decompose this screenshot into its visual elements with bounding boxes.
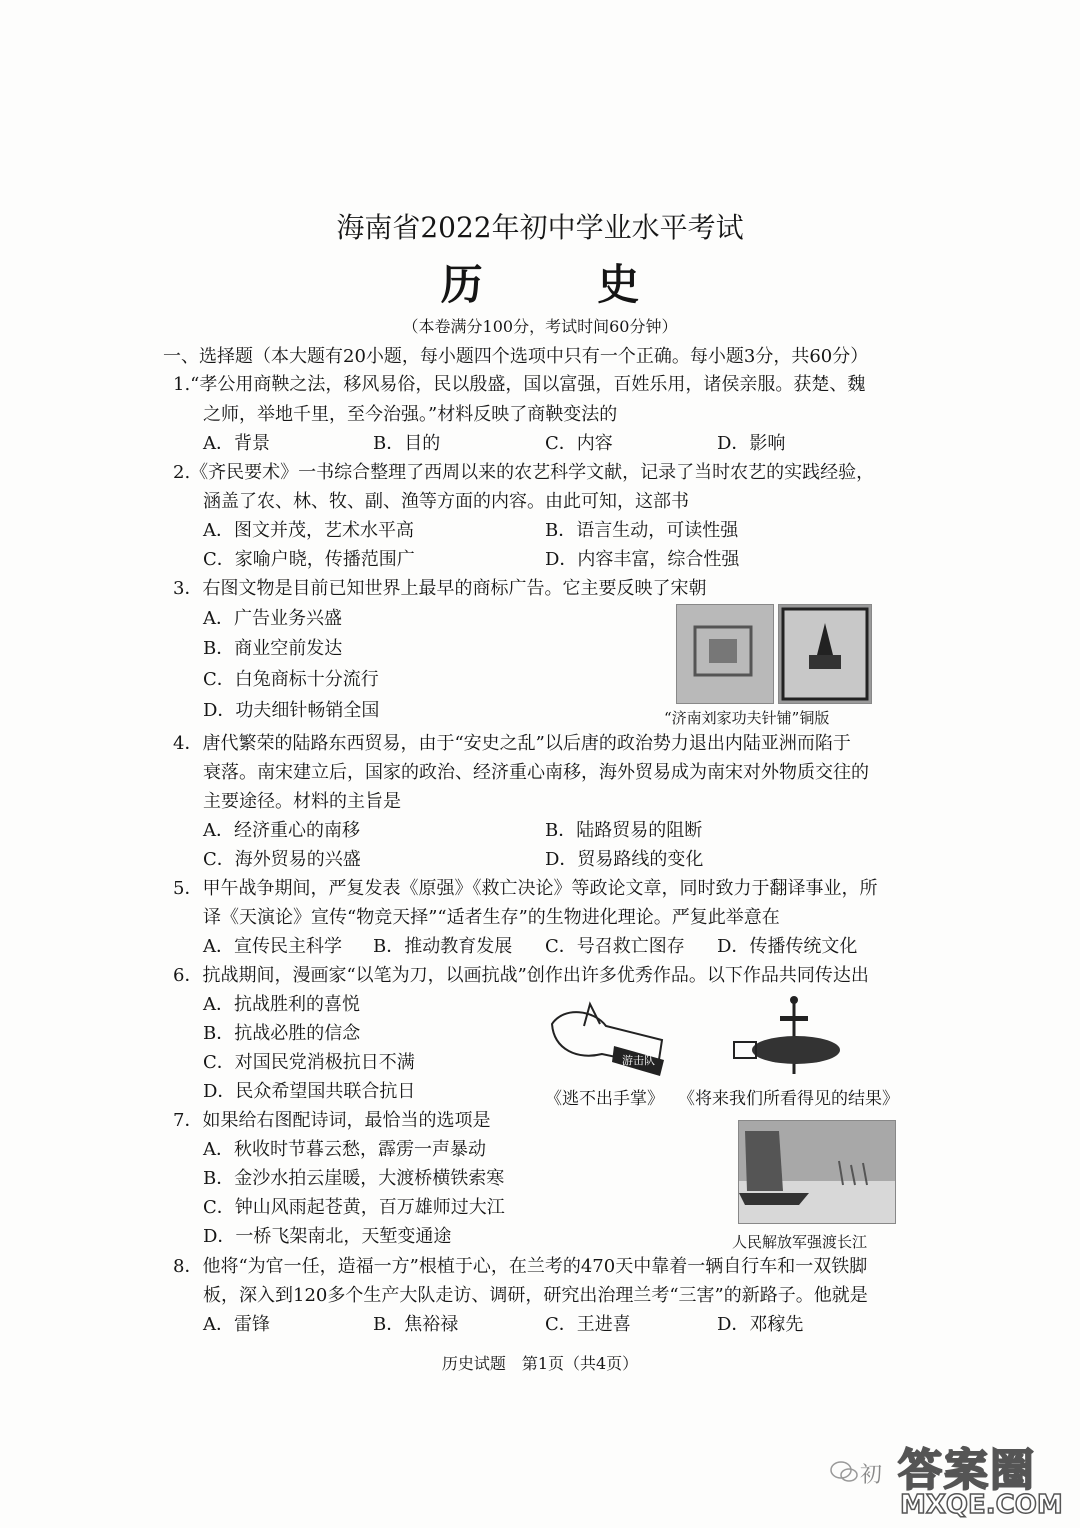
q4-option-a: A．经济重心的南移 bbox=[203, 820, 360, 841]
q4-option-d: D．贸易路线的变化 bbox=[545, 849, 704, 870]
q4-option-b: B．陆路贸易的阻断 bbox=[545, 820, 703, 841]
q7-option-c: C．钟山风雨起苍黄，百万雄师过大江 bbox=[203, 1197, 505, 1218]
q1-option-d: D．影响 bbox=[717, 433, 786, 454]
q1-option-b: B．目的 bbox=[373, 433, 441, 454]
q7-option-d: D．一桥飞架南北，天堑变通途 bbox=[203, 1226, 452, 1247]
q7-line1: 7．如果给右图配诗词，最恰当的选项是 bbox=[173, 1110, 491, 1131]
section-heading: 一、选择题（本大题有20小题，每小题四个选项中只有一个正确。每小题3分，共60分） bbox=[163, 346, 869, 367]
q4-line3: 主要途径。材料的主旨是 bbox=[203, 791, 401, 812]
q5-line1: 5．甲午战争期间，严复发表《原强》《救亡决论》等政论文章，同时致力于翻译事业，所 bbox=[173, 878, 878, 899]
cartoon-hand bbox=[544, 996, 669, 1084]
q8-line1: 8．他将“为官一任，造福一方”根植于心，在兰考的470天中靠着一辆自行车和一双铁脚 bbox=[173, 1256, 868, 1277]
q2-option-d: D．内容丰富，综合性强 bbox=[545, 549, 740, 570]
watermark-url: MXQE.COM bbox=[900, 1490, 1063, 1520]
q6-option-d: D．民众希望国共联合抗日 bbox=[203, 1081, 416, 1102]
exam-subject: 历 史 bbox=[440, 260, 690, 309]
q8-option-c: C．王进喜 bbox=[545, 1314, 631, 1335]
q8-option-b: B．焦裕禄 bbox=[373, 1314, 459, 1335]
q3-option-a: A．广告业务兴盛 bbox=[203, 608, 342, 629]
q2-option-c: C．家喻户晓，传播范围广 bbox=[203, 549, 415, 570]
river-crossing-scene bbox=[739, 1121, 895, 1223]
q5-line2: 译《天演论》宣传“物竞天择”“适者生存”的生物进化理论。严复此举意在 bbox=[203, 907, 780, 928]
q1-option-a: A．背景 bbox=[203, 433, 270, 454]
q6-line1: 6．抗战期间，漫画家“以笔为刀，以画抗战”创作出许多优秀作品。以下作品共同传达出 bbox=[173, 965, 869, 986]
cartoon-sword bbox=[724, 994, 864, 1086]
print-rubbing-image bbox=[778, 604, 872, 704]
q1-option-c: C．内容 bbox=[545, 433, 613, 454]
q3-option-c: C．白兔商标十分流行 bbox=[203, 669, 379, 690]
q3-option-d: D．功夫细针畅销全国 bbox=[203, 700, 380, 721]
sleeve-label: 游击队 bbox=[622, 1054, 655, 1067]
q3-image-caption: “济南刘家功夫针铺”铜版 bbox=[664, 709, 830, 727]
wechat-icon bbox=[830, 1460, 858, 1484]
q6-option-c: C．对国民党消极抗日不满 bbox=[203, 1052, 415, 1073]
bronze-plate-image bbox=[676, 604, 774, 704]
q7-option-a: A．秋收时节暮云愁，霹雳一声暴动 bbox=[203, 1139, 486, 1160]
q3-option-b: B．商业空前发达 bbox=[203, 638, 343, 659]
q3-line1: 3．右图文物是目前已知世界上最早的商标广告。它主要反映了宋朝 bbox=[173, 578, 707, 599]
q7-image-caption: 人民解放军强渡长江 bbox=[732, 1233, 868, 1251]
river-crossing-photo bbox=[738, 1120, 896, 1224]
q4-option-c: C．海外贸易的兴盛 bbox=[203, 849, 361, 870]
q4-line2: 衰落。南宋建立后，国家的政治、经济重心南移，海外贸易成为南宋对外物质交往的 bbox=[203, 762, 869, 783]
q6-option-a: A．抗战胜利的喜悦 bbox=[203, 994, 360, 1015]
q1-line1: 1.“孝公用商鞅之法，移风易俗，民以殷盛，国以富强，百姓乐用，诸侯亲服。获楚、魏 bbox=[173, 374, 866, 395]
bronze-plate-texture bbox=[677, 605, 773, 703]
watermark-prefix: 初 bbox=[860, 1463, 883, 1488]
q8-line2: 板，深入到120多个生产大队走访、调研，研究出治理兰考“三害”的新路子。他就是 bbox=[203, 1285, 868, 1306]
q5-option-b: B．推动教育发展 bbox=[373, 936, 513, 957]
q1-line2: 之师，举地千里，至今治强。”材料反映了商鞅变法的 bbox=[203, 404, 618, 425]
q8-option-a: A．雷锋 bbox=[203, 1314, 270, 1335]
watermark bbox=[820, 1430, 1080, 1528]
q7-option-b: B．金沙水拍云崖暖，大渡桥横铁索寒 bbox=[203, 1168, 505, 1189]
print-rubbing-texture bbox=[779, 605, 871, 703]
q2-line1: 2.《齐民要术》一书综合整理了西周以来的农艺科学文献，记录了当时农艺的实践经验， bbox=[173, 462, 875, 483]
watermark-text: 答案圈 bbox=[898, 1445, 1036, 1496]
q5-option-d: D．传播传统文化 bbox=[717, 936, 858, 957]
q5-option-a: A．宣传民主科学 bbox=[203, 936, 342, 957]
q2-line2: 涵盖了农、林、牧、副、渔等方面的内容。由此可知，这部书 bbox=[203, 491, 689, 512]
q5-option-c: C．号召救亡图存 bbox=[545, 936, 685, 957]
exam-title: 海南省2022年初中学业水平考试 bbox=[336, 211, 744, 244]
q6-option-b: B．抗战必胜的信念 bbox=[203, 1023, 361, 1044]
q6-caption-2: 《将来我们所看得见的结果》 bbox=[678, 1089, 899, 1109]
q6-caption-1: 《逃不出手掌》 bbox=[545, 1089, 664, 1109]
page-footer: 历史试题 第1页（共4页） bbox=[441, 1354, 639, 1373]
q2-option-a: A．图文并茂，艺术水平高 bbox=[203, 520, 414, 541]
q8-option-d: D．邓稼先 bbox=[717, 1314, 804, 1335]
q2-option-b: B．语言生动，可读性强 bbox=[545, 520, 739, 541]
q4-line1: 4．唐代繁荣的陆路东西贸易，由于“安史之乱”以后唐的政治势力退出内陆亚洲而陷于 bbox=[173, 733, 851, 754]
exam-note: （本卷满分100分，考试时间60分钟） bbox=[402, 317, 678, 336]
